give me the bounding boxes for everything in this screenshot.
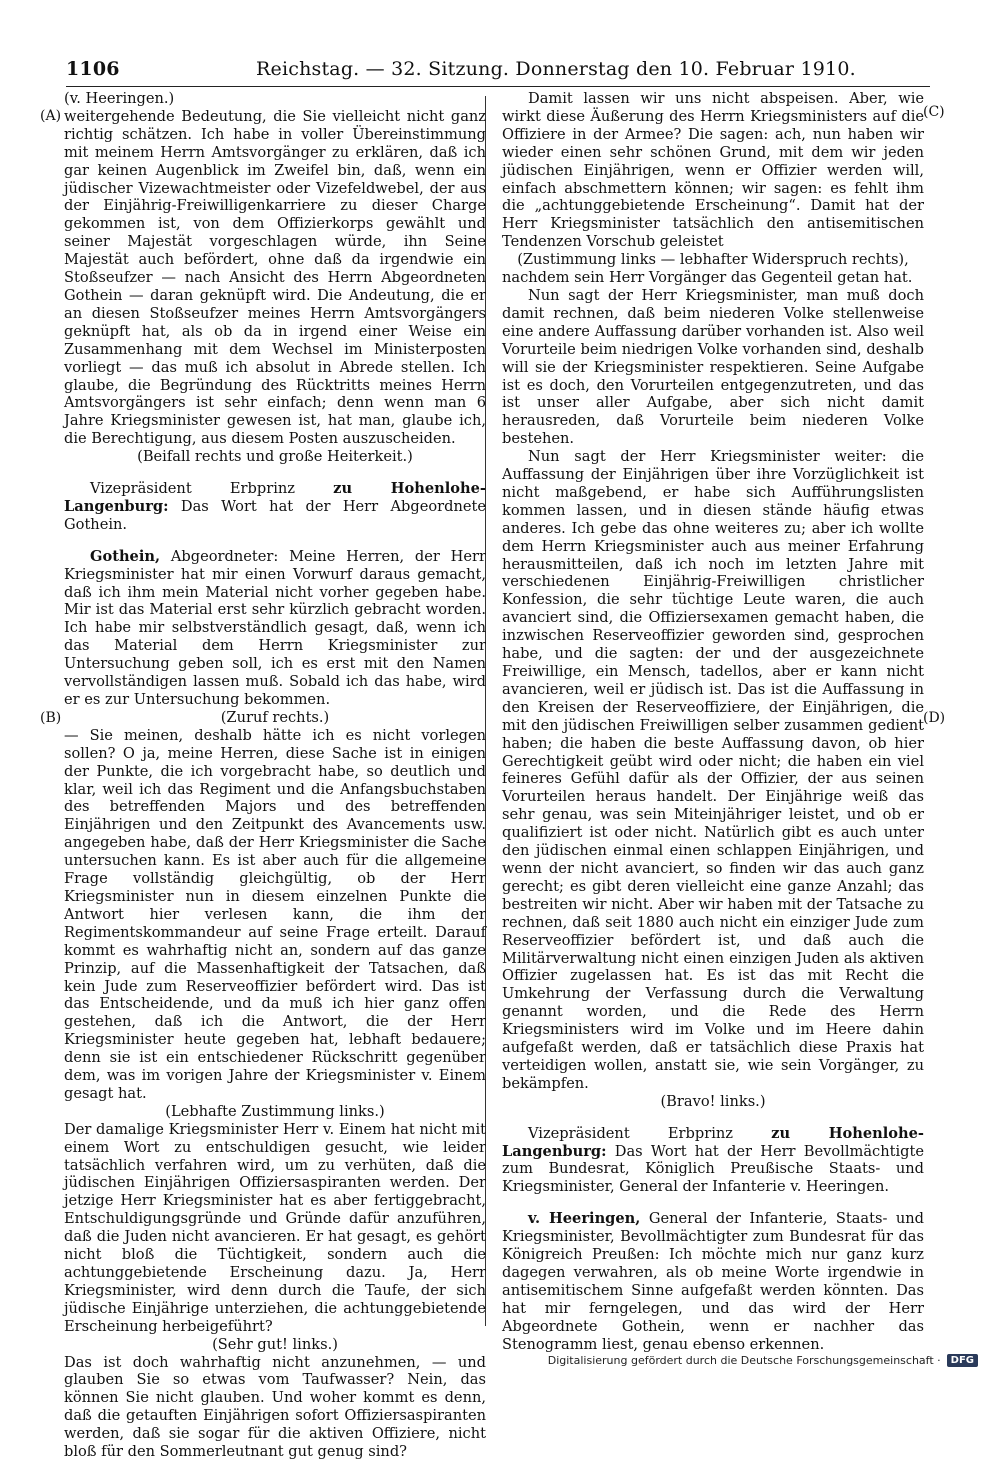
chair-name: zu Hohenlohe-Langenburg:	[502, 1124, 924, 1160]
right-column	[502, 90, 924, 1354]
speaker-name: Gothein,	[90, 547, 161, 565]
margin-marker-b: (B)	[40, 710, 62, 726]
reaction: (Beifall rechts und große Heiterkeit.)	[137, 448, 413, 466]
chair-text: Das Wort hat der Herr Bevollmächtigte zum Bundesrat, Königlich Preußische Staats- und Kriegsminister, General der Infanterie v. Heeringen.	[502, 1142, 924, 1196]
paragraph: Das ist doch wahrhaftig nicht anzunehmen, — und glauben Sie so etwas vom Taufwasser? Nein, das können Sie nicht glauben. Und woher kommt es denn, daß die getauften Einjährigen sofort Offiziersaspiranten werden, daß sie sogar für die aktiven Offiziere, nicht bloß für den Sommerleutnant gut genug sind?	[64, 1353, 486, 1461]
speaker-name: v. Heeringen,	[528, 1210, 641, 1228]
dfg-logo-icon: DFG	[947, 1354, 978, 1367]
paragraph: nachdem sein Herr Vorgänger das Gegenteil getan hat.	[502, 269, 913, 287]
page-header	[66, 56, 930, 87]
chair-label: Vizepräsident Erbprinz	[528, 1124, 733, 1142]
chair-label: Vizepräsident Erbprinz	[90, 480, 295, 498]
paragraph: — Sie meinen, deshalb hätte ich es nicht vorlegen sollen? O ja, meine Herren, diese Sache ist in einigen der Punkte, die ich vorgebracht habe, so deutlich und klar, weil ich das Regiment und die Anfangsbuchstaben des betreffenden Majors und des betreffenden Einjährigen und den Zeitpunkt des Avancements usw. angegeben habe, daß der Herr Kriegsminister die Sache untersuchen kann. Es ist aber auch für die allgemeine Frage vollständig gleichgültig, ob der Herr Kriegsminister nun in diesem einzelnen Punkte die Antwort hier verlesen kann, die ihm der Regimentskommandeur auf seine Frage erteilt. Darauf kommt es wahrhaftig nicht an, sondern auf das ganze Prinzip, auf die Massenhaftigkeit der Tatsachen, daß kein Jude zum Reserveoffizier befördert wird. Das ist das Entscheidende, und da muß ich hier ganz offen gestehen, daß ich die Antwort, die der Herr Kriegsminister heute gegeben hat, lebhaft bedauere; denn sie ist ein entschiedener Rückschritt gegenüber dem, was im vorigen Jahre der Kriegsminister v. Einem gesagt hat.	[64, 726, 486, 1102]
paragraph: Damit lassen wir uns nicht abspeisen. Aber, wie wirkt diese Äußerung des Herrn Kriegsministers auf die Offiziere in der Armee? Die sagen: ach, nun haben wir wieder einen sehr schönen Grund, mit dem wir jeden jüdischen Einjährigen, wenn er Offizier werden will, einfach abschmettern können; wir sagen: es fehlt ihm die „achtunggebietende Erscheinung“. Damit hat der Herr Kriegsminister tatsächlich den antisemitischen Tendenzen Vorschub geleistet	[502, 90, 924, 251]
margin-marker-d: (D)	[923, 710, 946, 726]
paragraph: weitergehende Bedeutung, die Sie vielleicht nicht ganz richtig schätzen. Ich habe in voller Übereinstimmung mit meinem Herrn Amtsvorgänger zu erklären, daß ich gar keinen Augenblick im Zweifel bin, daß, wenn ein jüdischer Vizewachtmeister oder Vizefeldwebel, der aus der Einjährig-Freiwilligenkarriere zu dieser Charge gekommen ist, von dem Offizierkorps gewählt und seiner Majestät vorgeschlagen würde, ihn Seine Majestät auch befördert, ohne daß da irgendwie ein Stoßseufzer — nach Ansicht des Herrn Abgeordneten Gothein — daran geknüpft wird. Die Andeutung, die er an diesen Stoßseufzer meines Herrn Amtsvorgängers geknüpft hat, als ob da in irgend einer Weise ein Zusammenhang mit dem Wechsel im Ministerposten vorliegt — das muß ich absolut in Abrede stellen. Ich glaube, die Begründung des Rücktritts meines Herrn Amtsvorgängers ist sehr einfach; denn wenn man 6 Jahre Kriegsminister gewesen ist, hat man, glaube ich, die Berechtigung, aus diesem Posten auszuscheiden.	[64, 107, 486, 448]
reaction: (Zuruf rechts.)	[220, 708, 330, 726]
chair-announcement	[502, 1125, 924, 1197]
chair-announcement	[64, 480, 486, 534]
speaker-tag: (v. Heeringen.)	[64, 90, 175, 107]
reaction: (Sehr gut! links.)	[212, 1335, 338, 1353]
margin-marker-a: (A)	[40, 108, 62, 124]
paragraph: Nun sagt der Herr Kriegsminister weiter: die Auffassung der Einjährigen über ihre Vorzüglichkeit ist nicht maßgebend, er habe sich Aufführungslisten kommen lassen, und in diesen stände häufig etwas anderes. Ich gebe das ohne weiteres zu; aber ich wollte dem Herrn Kriegsminister auch aus meiner Erfahrung herausmitteilen, daß ich noch im letzten Jahre mit verschiedenen Einjährig-Freiwilligen christlicher Konfession, die sehr tüchtige Leute waren, die auch avanciert sind, die Offiziersexamen gemacht haben, die inzwischen Reserveoffizier geworden sind, gesprochen habe, und die sagten: der und der ausgezeichnete Freiwillige, ein Mensch, tadellos, aber er kann nicht avancieren, weil er jüdisch ist. Das ist die Auffassung in den Kreisen der Reserveoffiziere, der Einjährigen, die mit den jüdischen Freiwilligen selber zusammen gedient haben; die haben die beste Auffassung davon, ob hier Gerechtigkeit geübt wird oder nicht; die haben ein viel feineres Gefühl dafür als der Offizier, der aus seinen Vorurteilen heraus handelt. Der Einjährige weiß das sehr genau, was sein Miteinjähriger leistet, und ob er qualifiziert ist oder nicht. Natürlich gibt es auch unter den jüdischen einmal einen schlappen Einjährigen, und wenn der nicht avanciert, so finden wir das auch ganz gerecht; es gibt deren vielleicht eine ganze Anzahl; das bestreiten wir nicht. Aber wir haben mit der Tatsache zu rechnen, daß seit 1880 auch nicht ein einziger Jude zum Reserveoffizier befördert ist, und daß auch die Militärverwaltung nicht einen einzigen Juden als aktiven Offizier zugelassen hat. Es ist das mit Recht die Umkehrung der Verfassung durch die Verwaltung genannt worden, und die Rede des Herrn Kriegsministers wird im Volke und im Heere dahin aufgefaßt werden, daß er tatsächlich diese Praxis hat verteidigen wollen, anstatt sie, wie sein Vorgänger, zu bekämpfen.	[502, 448, 924, 1092]
reaction: (Zustimmung links — lebhafter Widerspruch rechts),	[517, 251, 909, 269]
footer	[548, 1354, 978, 1367]
speech	[502, 1210, 924, 1353]
footer-credit: Digitalisierung gefördert durch die Deutsche Forschungsgemeinschaft ·	[547, 1354, 941, 1367]
chair-text: Das Wort hat der Herr Abgeordnete Gothein.	[64, 497, 486, 533]
paragraph: Nun sagt der Herr Kriegsminister, man muß doch damit rechnen, daß beim niederen Volke stellenweise eine andere Auffassung darüber vorhanden ist. Also weil Vorurteile beim niedrigen Volke vorhanden sind, deshalb will sie der Kriegsminister respektieren. Seine Aufgabe ist es doch, den Vorurteilen entgegenzutreten, und das ist unser aller Aufgabe, aber sich nicht damit herausreden, daß Vorurteile beim niederen Volke bestehen.	[502, 286, 924, 448]
reaction: (Lebhafte Zustimmung links.)	[165, 1102, 385, 1120]
page-number: 1106	[66, 58, 120, 80]
speech-text: General der Infanterie, Staats- und Kriegsminister, Bevollmächtigter zum Bundesrat für das Königreich Preußen: Ich möchte mich nur ganz kurz dagegen verwahren, als ob meine Worte irgendwie in antisemitischem Sinne aufgefaßt werden könnten. Das hat mir ferngelegen, und das wird der Herr Abgeordnete Gothein, wenn er nachher das Stenogramm liest, genau ebenso erkennen.	[502, 1210, 924, 1353]
reaction: (Bravo! links.)	[660, 1092, 766, 1110]
chair-name: zu Hohenlohe-Langenburg:	[64, 480, 486, 515]
speech-text: Abgeordneter: Meine Herren, der Herr Kriegsminister hat mir einen Vorwurf daraus gemacht, daß ich ihm mein Material nicht vorher gegeben habe. Mir ist das Material erst sehr kürzlich gebracht worden. Ich habe mir selbstverständlich gesagt, daß, wenn ich das Material dem Herrn Kriegsminister zur Untersuchung geben soll, ich es erst mit den Namen vervollständigen lassen muß. Sobald ich das habe, wird er es zur Untersuchung bekommen.	[64, 547, 486, 708]
paragraph: Der damalige Kriegsminister Herr v. Einem hat nicht mit einem Wort zu entschuldigen gesucht, wie leider tatsächlich verfahren wird, um zu verhüten, daß die jüdischen Einjährigen Offiziersaspiranten werden. Der jetzige Herr Kriegsminister hat es aber fertiggebracht, Entschuldigungsgründe und Gründe dafür anzuführen, daß die Juden nicht avancieren. Er hat gesagt, es gehört nicht bloß die Tüchtigkeit, sondern auch die achtunggebietende Erscheinung dazu. Ja, Herr Kriegsminister, wird denn durch die Taufe, der sich jüdische Einjährige unterziehen, die achtunggebietende Erscheinung herbeigeführt?	[64, 1120, 486, 1335]
margin-marker-c: (C)	[923, 104, 945, 120]
running-title: Reichstag. — 32. Sitzung. Donnerstag den 10. Februar 1910.	[256, 58, 856, 80]
left-column	[64, 90, 486, 1461]
speech	[64, 548, 486, 709]
